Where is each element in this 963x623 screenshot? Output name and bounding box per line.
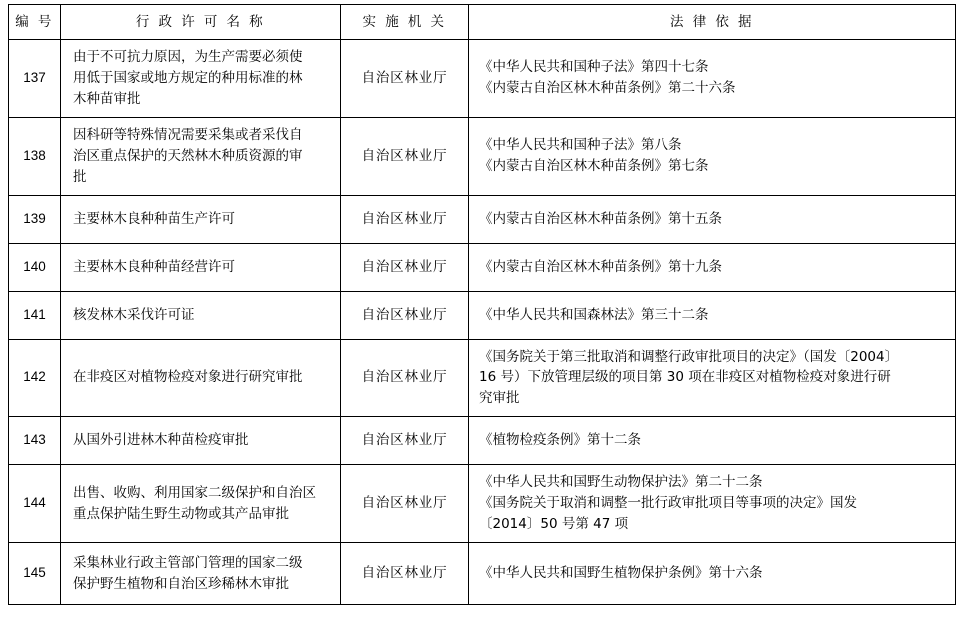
text-line: 《中华人民共和国种子法》第八条 [479, 137, 682, 154]
cell-organization: 自治区林业厅 [341, 117, 469, 195]
cell-permit-name [61, 417, 341, 465]
text-line: 采集林业行政主管部门管理的国家二级 [73, 554, 303, 571]
table-header [9, 5, 956, 40]
cell-legal-basis [469, 339, 956, 417]
text-line: 用低于国家或地方规定的种用标准的林 [73, 69, 303, 86]
cell-legal-basis [469, 117, 956, 195]
text-line: 《国务院关于取消和调整一批行政审批项目等事项的决定》国发 [479, 495, 857, 512]
text-line: 批 [73, 168, 87, 185]
text-line: 出售、收购、利用国家二级保护和自治区 [73, 484, 316, 501]
text-line: 《中华人民共和国野生动物保护法》第二十二条 [479, 474, 763, 491]
text-line: 《内蒙古自治区林木种苗条例》第十五条 [479, 210, 722, 227]
cell-legal-basis [469, 543, 956, 605]
cell-organization: 自治区林业厅 [341, 543, 469, 605]
text-line: 《中华人民共和国种子法》第四十七条 [479, 59, 709, 76]
cell-organization: 自治区林业厅 [341, 417, 469, 465]
cell-permit-name [61, 543, 341, 605]
cell-permit-name [61, 291, 341, 339]
table-row [9, 543, 956, 605]
cell-id: 138 [9, 117, 61, 195]
text-line: 重点保护陆生野生动物或其产品审批 [73, 505, 289, 522]
table-body [9, 40, 956, 605]
text-line: 核发林木采伐许可证 [73, 306, 195, 323]
table-row [9, 40, 956, 118]
cell-organization: 自治区林业厅 [341, 243, 469, 291]
table-row [9, 243, 956, 291]
cell-legal-basis [469, 465, 956, 543]
cell-id: 144 [9, 465, 61, 543]
text-line: 由于不可抗力原因，为生产需要必须使 [73, 49, 303, 65]
text-line: 主要林木良种种苗生产许可 [73, 210, 235, 227]
cell-legal-basis [469, 40, 956, 118]
cell-id: 140 [9, 243, 61, 291]
cell-id: 143 [9, 417, 61, 465]
text-line: 木种苗审批 [73, 90, 141, 107]
text-line: 〔2014〕50 号第 47 项 [479, 516, 629, 533]
text-line: 从国外引进林木种苗检疫审批 [73, 432, 249, 449]
column-header-id: 编 号 [9, 5, 61, 40]
cell-organization: 自治区林业厅 [341, 339, 469, 417]
text-line: 《内蒙古自治区林木种苗条例》第十九条 [479, 258, 722, 275]
cell-permit-name [61, 339, 341, 417]
table-row [9, 417, 956, 465]
cell-permit-name [61, 243, 341, 291]
cell-id: 141 [9, 291, 61, 339]
cell-permit-name [61, 117, 341, 195]
text-line: 《中华人民共和国野生植物保护条例》第十六条 [479, 565, 763, 582]
cell-legal-basis [469, 243, 956, 291]
table-row [9, 291, 956, 339]
text-line: 主要林木良种种苗经营许可 [73, 258, 235, 275]
text-line: 16 号）下放管理层级的项目第 30 项在非疫区对植物检疫对象进行研 [479, 369, 891, 386]
table-row [9, 465, 956, 543]
text-line: 《植物检疫条例》第十二条 [479, 432, 641, 449]
cell-permit-name [61, 195, 341, 243]
cell-id: 142 [9, 339, 61, 417]
cell-organization: 自治区林业厅 [341, 195, 469, 243]
text-line: 究审批 [479, 390, 520, 407]
column-header-basis: 法 律 依 据 [469, 5, 956, 40]
table-row [9, 195, 956, 243]
text-line: 《国务院关于第三批取消和调整行政审批项目的决定》（国发〔2004〕 [479, 348, 899, 365]
table-row [9, 339, 956, 417]
cell-id: 139 [9, 195, 61, 243]
administrative-permit-table [8, 4, 956, 605]
cell-organization: 自治区林业厅 [341, 40, 469, 118]
cell-organization: 自治区林业厅 [341, 465, 469, 543]
table-row [9, 117, 956, 195]
text-line: 因科研等特殊情况需要采集或者采伐自 [73, 126, 303, 143]
text-line: 治区重点保护的天然林木种质资源的审 [73, 147, 303, 164]
text-line: 在非疫区对植物检疫对象进行研究审批 [73, 369, 303, 386]
column-header-org: 实 施 机 关 [341, 5, 469, 40]
cell-legal-basis [469, 195, 956, 243]
cell-permit-name [61, 40, 341, 118]
cell-organization: 自治区林业厅 [341, 291, 469, 339]
cell-id: 137 [9, 40, 61, 118]
table-header-row [9, 5, 956, 40]
text-line: 保护野生植物和自治区珍稀林木审批 [73, 575, 289, 592]
cell-permit-name [61, 465, 341, 543]
cell-legal-basis [469, 291, 956, 339]
cell-id: 145 [9, 543, 61, 605]
cell-legal-basis [469, 417, 956, 465]
text-line: 《内蒙古自治区林木种苗条例》第二十六条 [479, 80, 736, 97]
text-line: 《内蒙古自治区林木种苗条例》第七条 [479, 158, 709, 175]
text-line: 《中华人民共和国森林法》第三十二条 [479, 306, 709, 323]
column-header-name: 行 政 许 可 名 称 [61, 5, 341, 40]
